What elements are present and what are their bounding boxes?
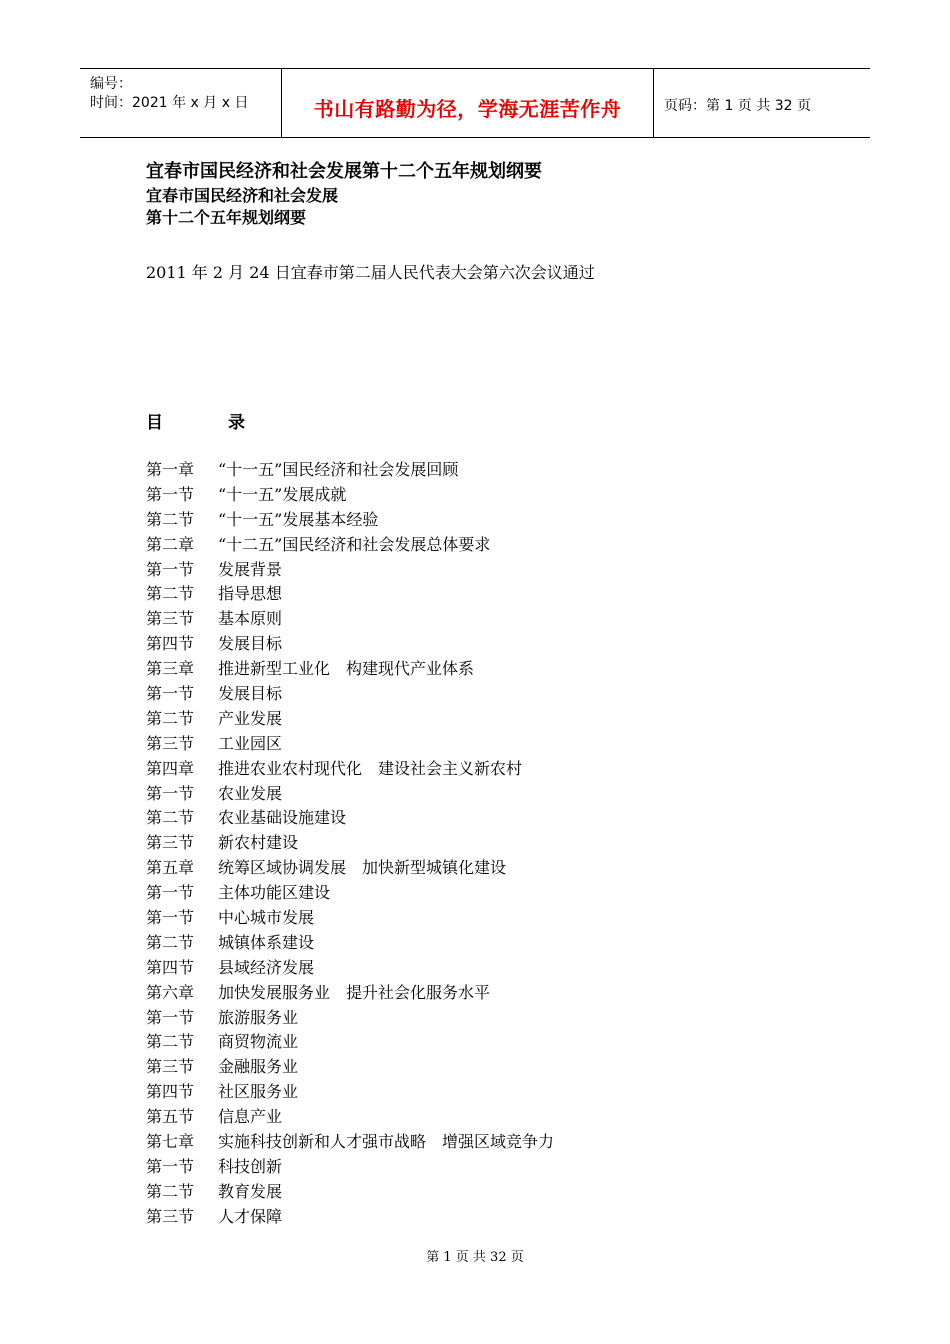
- header-page-cell: [654, 69, 870, 137]
- toc-entry-text: “十一五”发展基本经验: [218, 509, 379, 529]
- toc-entry-text: 金融服务业: [218, 1057, 299, 1077]
- toc-entry-text: “十一五”国民经济和社会发展回顾: [218, 460, 459, 479]
- toc-entry-text: 基本原则: [218, 609, 283, 629]
- toc-entry-label: 第二节: [146, 708, 195, 728]
- toc-entry-label: 第五章: [146, 858, 195, 878]
- toc-entry: [146, 607, 554, 632]
- toc-entry: [146, 508, 554, 533]
- toc-entry-label: 第六章: [146, 982, 195, 1002]
- toc-entry-text: 中心城市发展: [218, 908, 315, 928]
- toc-entry-text: 农业发展: [218, 783, 283, 803]
- toc-entry: [146, 657, 554, 682]
- toc-entry-label: 第一节: [146, 484, 195, 504]
- toc-entry-text: 科技创新: [218, 1156, 283, 1176]
- toc-entry-text: 发展目标: [218, 634, 283, 654]
- toc-entry: [146, 831, 554, 856]
- toc-entry: [146, 1055, 554, 1080]
- toc-entry-label: 第四节: [146, 1082, 195, 1102]
- toc-entry: [146, 582, 554, 607]
- toc-entry: [146, 1030, 554, 1055]
- toc-entry-text: 教育发展: [218, 1181, 283, 1201]
- toc-heading: [146, 408, 245, 433]
- toc-entry: [146, 956, 554, 981]
- toc-entry-label: 第一节: [146, 1156, 195, 1176]
- toc-entry-label: 第三节: [146, 1206, 195, 1226]
- toc-entry-label: 第二节: [146, 808, 195, 828]
- toc-entry-label: 第三章: [146, 659, 195, 679]
- time-label: 时间：2021 年 x 月 x 日: [90, 95, 249, 111]
- toc-entry-label: 第一章: [146, 460, 195, 479]
- toc-entry-text: 信息产业: [218, 1107, 283, 1127]
- toc-entry-label: 第二节: [146, 1032, 195, 1052]
- toc-entry-label: 第一节: [146, 783, 195, 803]
- toc-entry-text: “十二五”国民经济和社会发展总体要求: [218, 534, 491, 554]
- toc-entry-text: 商贸物流业: [218, 1032, 299, 1052]
- toc-entry: [146, 757, 554, 782]
- toc-entry-label: 第二节: [146, 1181, 195, 1201]
- toc-entry-label: 第一节: [146, 1007, 195, 1027]
- toc-entry-label: 第二节: [146, 584, 195, 604]
- toc-entry-label: 第三节: [146, 1057, 195, 1077]
- page-header: [80, 68, 870, 138]
- toc-entry-label: 第四节: [146, 634, 195, 654]
- toc-entry: [146, 558, 554, 583]
- header-motto-cell: [282, 69, 654, 137]
- toc-entry-label: 第七章: [146, 1132, 195, 1152]
- toc-entry-text: 推进农业农村现代化 建设社会主义新农村: [218, 758, 523, 778]
- toc-entry-label: 第四节: [146, 957, 195, 977]
- toc-entry: [146, 1155, 554, 1180]
- document-subtitle-line1: 宜春市国民经济和社会发展: [146, 186, 339, 205]
- toc-entry-label: 第一节: [146, 684, 195, 704]
- toc-entry: [146, 856, 554, 881]
- toc-entry-text: 新农村建设: [218, 833, 299, 853]
- toc-entry-text: 实施科技创新和人才强市战略 增强区域竞争力: [218, 1132, 555, 1152]
- toc-entry-label: 第二节: [146, 509, 195, 529]
- toc-entry-text: 加快发展服务业 提升社会化服务水平: [218, 982, 491, 1002]
- toc-entry-text: 发展目标: [218, 684, 283, 704]
- toc-entry-label: 第一节: [146, 908, 195, 928]
- toc-entry-label: 第五节: [146, 1107, 195, 1127]
- toc-entry: [146, 682, 554, 707]
- toc-entry-text: 社区服务业: [218, 1082, 299, 1102]
- toc-entry: [146, 707, 554, 732]
- toc-entry: [146, 1205, 554, 1230]
- header-meta-cell: [80, 69, 282, 137]
- toc-entry: [146, 1105, 554, 1130]
- toc-entry-text: 产业发展: [218, 708, 283, 728]
- toc-entry: [146, 931, 554, 956]
- toc-entry-text: 城镇体系建设: [218, 932, 315, 952]
- toc-entry-text: 农业基础设施建设: [218, 808, 347, 828]
- toc-entry: [146, 458, 554, 483]
- table-of-contents: [146, 458, 554, 1230]
- toc-entry: [146, 981, 554, 1006]
- toc-entry: [146, 1080, 554, 1105]
- toc-entry-text: 指导思想: [218, 584, 283, 604]
- document-title: 宜春市国民经济和社会发展第十二个五年规划纲要: [146, 161, 542, 182]
- motto-text: 书山有路勤为径，学海无涯苦作舟: [313, 97, 622, 121]
- toc-entry-label: 第一节: [146, 883, 195, 903]
- toc-entry: [146, 806, 554, 831]
- toc-entry-text: 主体功能区建设: [218, 883, 331, 903]
- toc-entry: [146, 732, 554, 757]
- document-subtitle-line2: 第十二个五年规划纲要: [146, 208, 307, 227]
- toc-entry-label: 第三节: [146, 733, 195, 753]
- toc-entry-text: 统筹区域协调发展 加快新型城镇化建设: [218, 858, 507, 878]
- toc-entry: [146, 1006, 554, 1031]
- toc-entry-text: 旅游服务业: [218, 1007, 299, 1027]
- toc-entry-label: 第三节: [146, 833, 195, 853]
- toc-entry-text: 发展背景: [218, 559, 283, 579]
- toc-entry-label: 第三节: [146, 609, 195, 629]
- toc-entry: [146, 632, 554, 657]
- toc-entry-text: 工业园区: [218, 733, 283, 753]
- header-page-info: 页码：第 1 页 共 32 页: [664, 98, 811, 114]
- toc-entry-text: “十一五”发展成就: [218, 484, 347, 504]
- toc-heading-mu: 目: [146, 413, 163, 433]
- number-label: 编号：: [90, 76, 132, 92]
- toc-entry: [146, 533, 554, 558]
- toc-entry: [146, 1130, 554, 1155]
- toc-entry: [146, 881, 554, 906]
- toc-entry-text: 县域经济发展: [218, 957, 315, 977]
- document-titles: [146, 160, 542, 229]
- toc-entry-label: 第二节: [146, 932, 195, 952]
- approval-statement: 2011 年 2 月 24 日宜春市第二届人民代表大会第六次会议通过: [146, 263, 595, 282]
- toc-heading-lu: 录: [228, 413, 245, 433]
- toc-entry: [146, 1180, 554, 1205]
- toc-entry-text: 推进新型工业化 构建现代产业体系: [218, 659, 475, 679]
- toc-entry-label: 第一节: [146, 559, 195, 579]
- toc-entry-text: 人才保障: [218, 1206, 283, 1226]
- toc-entry: [146, 483, 554, 508]
- toc-entry-label: 第四章: [146, 758, 195, 778]
- toc-entry: [146, 906, 554, 931]
- toc-entry-label: 第二章: [146, 534, 195, 554]
- toc-entry: [146, 782, 554, 807]
- page-footer: 第 1 页 共 32 页: [426, 1250, 524, 1265]
